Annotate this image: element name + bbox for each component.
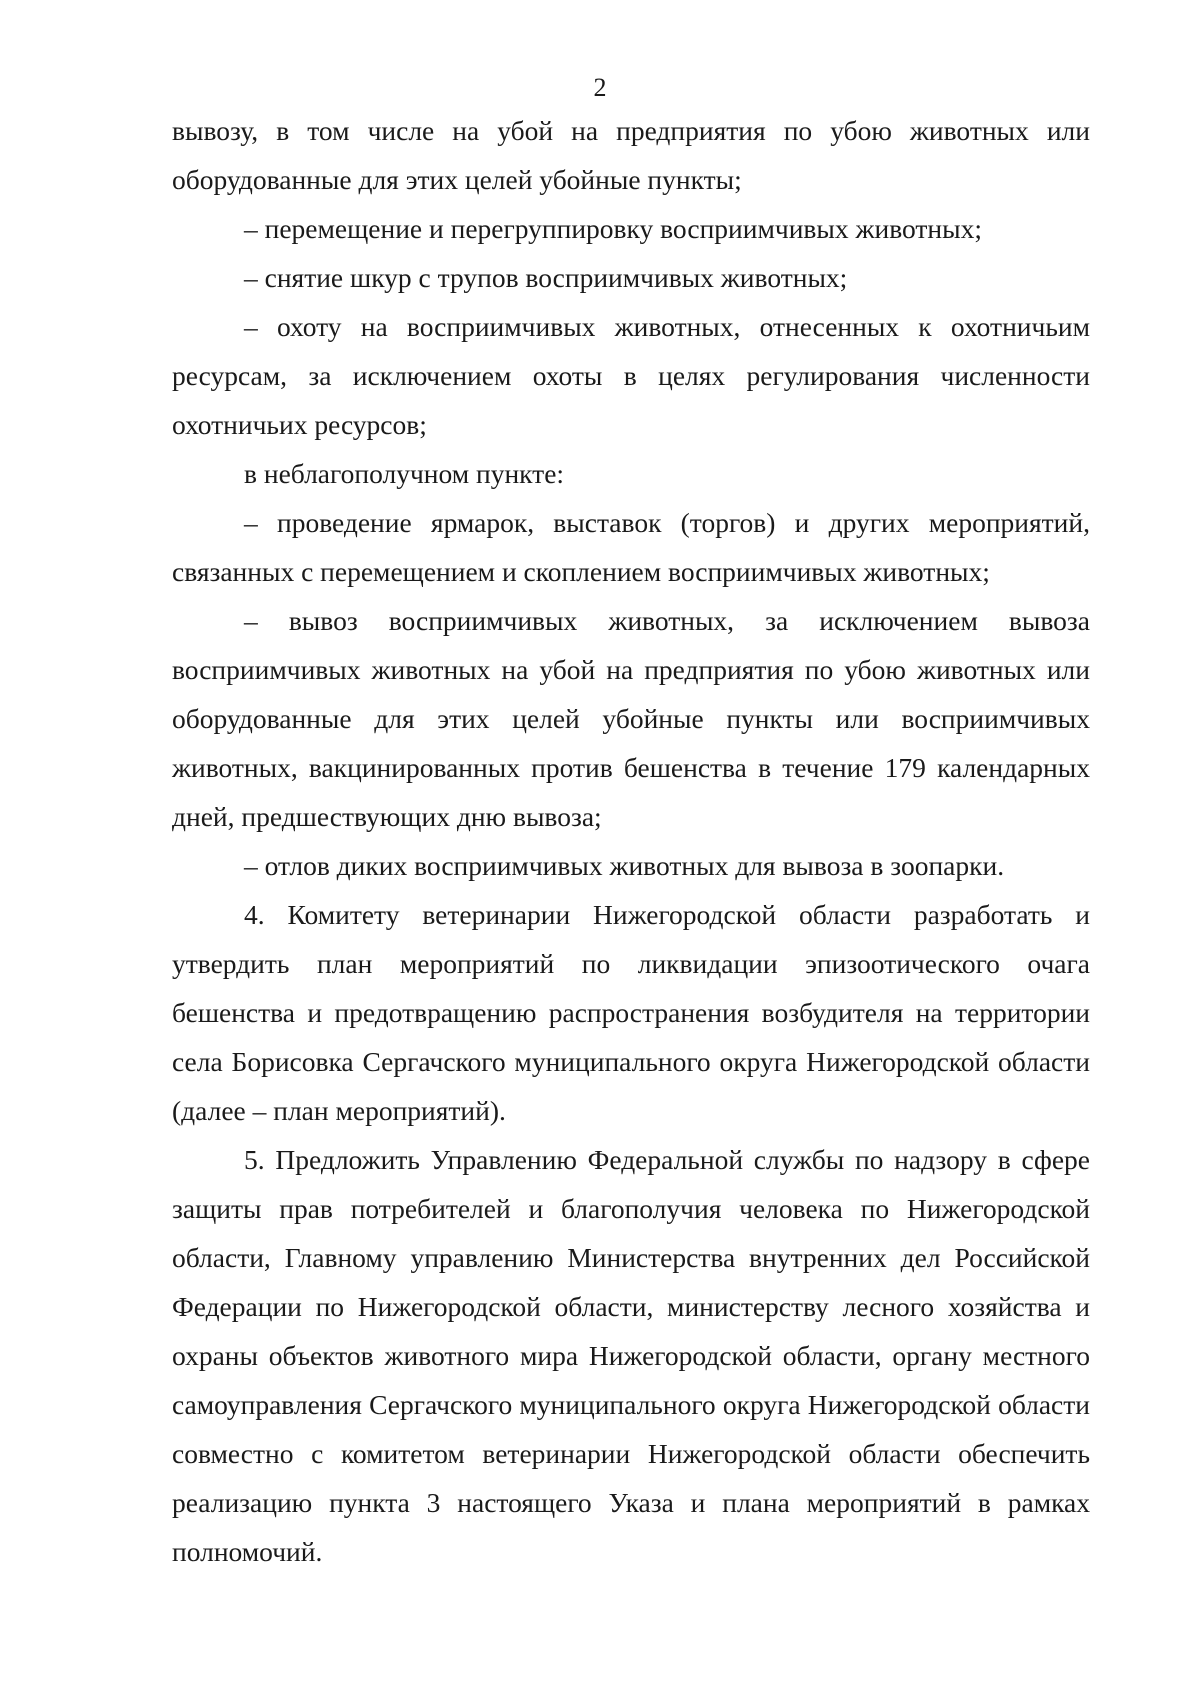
paragraph-list-item: – вывоз восприимчивых животных, за исключением вывоза восприимчивых животных на убой на предприятия по убою животных или оборудованные для этих целей убойные пункты или восприимчивых животных, вакцинированных против бешенства в течение 179 календарных дней, предшествующих дню вывоза; [172, 605, 1090, 832]
paragraph-list-item: – отлов диких восприимчивых животных для вывоза в зоопарки. [244, 850, 1005, 881]
paragraph-continuation: вывозу, в том числе на убой на предприятия по убою животных или оборудованные для этих целей убойные пункты; [172, 115, 1090, 195]
paragraph-clause-5: 5. Предложить Управлению Федеральной службы по надзору в сфере защиты прав потребителей и благополучия человека по Нижегородской области, Главному управлению Министерства внутренних дел Российской Федерации по Нижегородской области, министерству лесного хозяйства и охраны объектов животного мира Нижегородской области, органу местного самоуправления Сергачского муниципального округа Нижегородской области совместно с комитетом ветеринарии Нижегородской области обеспечить реализацию пункта 3 настоящего Указа и плана мероприятий в рамках полномочий. [172, 1144, 1090, 1567]
document-body [172, 106, 1090, 1576]
paragraph-list-item: – снятие шкур с трупов восприимчивых животных; [244, 262, 848, 293]
page-number: 2 [593, 73, 607, 102]
paragraph-list-item: – проведение ярмарок, выставок (торгов) и других мероприятий, связанных с перемещением и скоплением восприимчивых животных; [172, 507, 1090, 587]
paragraph-list-item: – охоту на восприимчивых животных, отнесенных к охотничьим ресурсам, за исключением охоты в целях регулирования численности охотничьих ресурсов; [172, 311, 1090, 440]
paragraph-clause-4: 4. Комитету ветеринарии Нижегородской области разработать и утвердить план мероприятий по ликвидации эпизоотического очага бешенства и предотвращению распространения возбудителя на территории села Борисовка Сергачского муниципального округа Нижегородской области (далее – план мероприятий). [172, 899, 1090, 1126]
paragraph-list-item: – перемещение и перегруппировку восприимчивых животных; [244, 213, 983, 244]
paragraph-subheading: в неблагополучном пункте: [244, 458, 565, 489]
